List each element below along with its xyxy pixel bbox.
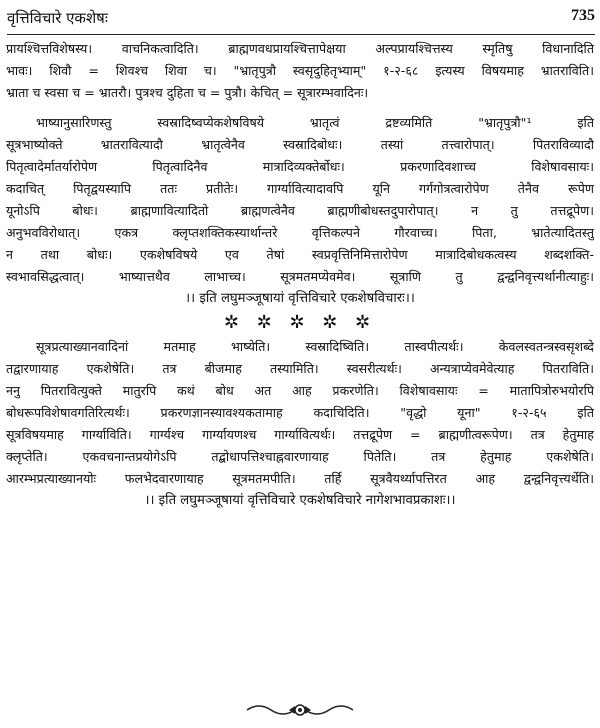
- text-line: बोधरूपविशेषावगतिरित्यर्थः। प्रकरणज्ञानस्यावश्यकतामाह कदाचिदिति। "वृद्धो यूना" १-२-६५ इति: [6, 405, 594, 420]
- text-line: कदाचित् पितृद्वयस्यापि ततः प्रतीतेः। गार्ग्यावित्यादावपि यूनि गर्गगोत्रत्वारोपेण तेनैव रूपेण: [6, 181, 594, 196]
- star-ornament: ✲ ✲ ✲ ✲ ✲: [223, 312, 377, 333]
- running-title: वृत्तिविचारे एकशेषः: [7, 9, 108, 27]
- paragraph-2: [6, 112, 594, 288]
- commentary-closing: ।। इति लघुमञ्जूषायां वृत्तिविचारे एकशेषविचारे नागेशभावप्रकाशः।।: [144, 493, 456, 508]
- text-line: क्लृप्तेति। एकवचनान्तप्रयोगेऽपि तद्बोधापत्तिश्चाह्नवारणायाह पितेति। तत्र हेतुमाह एकशेषेति।: [6, 449, 594, 464]
- text-line: स्वभावसिद्धत्वात्। भाष्यात्तथैव लाभाच्च। सूत्रमतमप्येवमेव। सूत्राणि तु द्वन्द्वनिवृत्त्यर्थानीत्याहुः।: [6, 269, 594, 284]
- text-line: अनुभवविरोधात्। एकत्र क्लृप्तशक्तिकस्यार्थान्तरे वृत्तिकल्पने गौरवाच्च। पिता, भ्रातेत्यादितस्तु: [6, 225, 594, 240]
- text-line: भाष्यानुसारिणस्तु स्वस्रादिष्वप्येकशेषविषये भ्रातृत्वं द्रष्टव्यमिति "भ्रातृपुत्रौ"¹ इति: [36, 115, 594, 130]
- flourish-ornament-icon: [0, 700, 600, 724]
- text-line: आरम्भप्रत्याख्यानयोः फलभेदवारणायाह सूत्रमतमपीति। तर्हि सूत्रवैयर्थ्यापत्तिरत आह द्वन्द्वनिवृत्त्यर्थेति।: [6, 471, 594, 486]
- text-line: प्रायश्चित्तविशेषस्य। वाचनिकत्वादिति। ब्राह्मणवधप्रायश्चित्तापेक्षया अल्पप्रायश्चित्तस्य स्मृतिषु विधानादिति: [6, 41, 594, 56]
- text-line: यूनोऽपि बोधः। ब्राह्मणावित्यादितो ब्राह्मणत्वेनैव ब्राह्मणीबोधस्तदुपारोपात्। न तु तत्तद्रूपेण।: [6, 203, 594, 218]
- text-line: न तथा बोधः। एकशेषविषये एव तेषां स्वप्रवृत्तिनिमित्तारोपेण मात्रादिबोधकत्वस्य शब्दशक्ति-: [6, 247, 594, 262]
- text-line: पितृत्वादेर्मातर्यारोपेण पितृत्वादिनैव मात्रादिव्यक्तेर्बोधः। प्रकरणादिवशाच्च विशेषावसायः।: [6, 159, 594, 174]
- text-line: सूत्रप्रत्याख्यानवादिनां मतमाह भाष्येति। स्वस्रादिष्विति। तास्वपीत्यर्थः। केवलस्वतन्त्रस्वसृशब्दे: [36, 339, 594, 354]
- section-closing: ।। इति लघुमञ्जूषायां वृत्तिविचारे एकशेषविचारः।।: [185, 291, 415, 306]
- paragraph-3: [6, 336, 594, 490]
- text-line: भावः। शिवौ = शिवश्च शिवा च। "भ्रातृपुत्रौ स्वसृदुहितृभ्याम्" १-२-६८ इत्यस्य विषयमाह भ्रातराविति।: [6, 63, 594, 78]
- running-header: [7, 4, 595, 35]
- page-body: [6, 38, 594, 512]
- paragraph-1: [6, 38, 594, 104]
- text-line: सूत्रभाष्योक्ते भ्रातरावित्यादौ भ्रातृत्वेनैव स्वस्रादिबोधः। तस्यां तत्त्वारोपात्। पितराविव्यादौ: [6, 137, 594, 152]
- text-line: भ्राता च स्वसा च = भ्रातरौ। पुत्रश्च दुहिता च = पुत्रौ। केचित् = सूत्रारम्भवादिनः।: [6, 85, 369, 100]
- text-line: तद्वारणायाह एकशेषेति। तत्र बीजमाह तस्यामिति। स्वसरीत्यर्थः। अन्यत्राप्येवमेवेत्याह पितराविति।: [6, 361, 594, 376]
- page-number: 735: [571, 7, 595, 24]
- text-line: सूत्रविषयमाह गार्ग्याविति। गार्ग्यश्च गार्ग्यायणश्च गार्ग्यावित्यर्थः। तत्तद्रूपेण = ब्राह्मणीत्वरूपेण। तत्र हेतुमाह: [6, 427, 594, 442]
- text-line: ननु पितरावित्युक्ते मातुरपि कथं बोध अत आह प्रकरणेति। विशेषावसायः = मातापित्रोरुभयोरपि: [6, 383, 594, 398]
